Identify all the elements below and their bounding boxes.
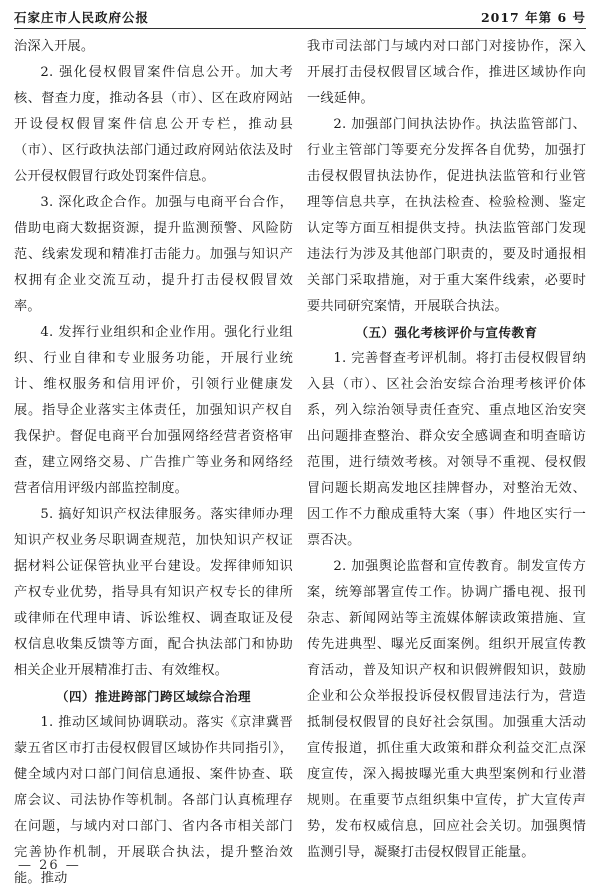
right-column bbox=[307, 34, 586, 860]
issue-number: 2017 年第 6 号 bbox=[480, 10, 586, 25]
paragraph: 2. 加强部门间执法协作。执法监管部门、行业主管部门等要充分发挥各自优势，加强打击侵权假冒执法协作，促进执法监管和行业管理等信息共享，在执法检查、检验检测、鉴定认定等方面互相提供支持。执法监管部门发现违法行为涉及其他部门职责的，要及时通报相关部门采取措施，对于重大案件线索，必要时要共同研究案情，开展联合执法。 bbox=[307, 117, 586, 314]
page-header bbox=[14, 6, 586, 29]
paragraph: 1. 完善督查考评机制。将打击侵权假冒纳入县（市）、区社会治安综合治理考核评价体系，列入综治领导责任查究、重点地区治安突出问题排查整治、群众安全感调查和明查暗访范围，进行绩效考核。对领导不重视、侵权假冒问题长期高发地区挂牌督办，对整治无效、因工作不力酿成重特大案（事）件地区实行一票否决。 bbox=[307, 351, 586, 548]
paragraph: 3. 深化政企合作。加强与电商平台合作，借助电商大数据资源，提升监测预警、风险防范、线索发现和精准打击能力。加强与知识产权拥有企业交流互动，提升打击侵权假冒效率。 bbox=[14, 195, 293, 314]
paragraph: 4. 发挥行业组织和企业作用。强化行业组织、行业自律和专业服务功能，开展行业统计、维权服务和信用评价，引领行业健康发展。指导企业落实主体责任，加强知识产权自我保护。督促电商平台加强网络经营者资格审查，建立网络交易、广告推广等业务和网络经营者信用评级内部监控制度。 bbox=[14, 325, 293, 496]
paragraph: 2. 强化侵权假冒案件信息公开。加大考核、督查力度，推动各县（市）、区在政府网站开设侵权假冒案件信息公开专栏，推动县（市）、区行政执法部门通过政府网站依法及时公开侵权假冒行政处罚案件信息。 bbox=[14, 65, 293, 184]
page-number: — 26 — bbox=[18, 858, 81, 873]
section-heading: （五）强化考核评价与宣传教育 bbox=[355, 325, 538, 340]
paragraph: 我市司法部门与域内对口部门对接协作，深入开展打击侵权假冒区域合作，推进区域协作向一线延伸。 bbox=[307, 39, 586, 106]
section-heading: （四）推进跨部门跨区域综合治理 bbox=[55, 689, 251, 704]
paragraph: 1. 推动区域间协调联动。落实《京津冀晋蒙五省区市打击侵权假冒区域协作共同指引》，健全域内对口部门间信息通报、案件协查、联席会议、司法协作等机制。各部门认真梳理存在问题，与域内对口部门、省内各市相关部门完善协作机制，开展联合执法，提升整治效能。推动 bbox=[14, 715, 293, 886]
paragraph: 5. 搞好知识产权法律服务。落实律师办理知识产权业务尽职调查规范，加快知识产权证据材料公证保管执业平台建设。发挥律师知识产权专业优势，指导具有知识产权专长的律所或律师在代理申请、诉讼维权、调查取证及侵权信息收集反馈等方面，配合执法部门和协助相关企业开展精准打击、有效维权。 bbox=[14, 507, 293, 678]
paragraph: 治深入开展。 bbox=[14, 39, 95, 54]
publication-title: 石家庄市人民政府公报 bbox=[14, 10, 150, 25]
paragraph: 2. 加强舆论监督和宣传教育。制发宣传方案，统筹部署宣传工作。协调广播电视、报刊杂志、新闻网站等主流媒体解读政策措施、宣传先进典型、曝光反面案例。组织开展宣传教育活动，普及知识产权和识假辨假知识，鼓励企业和公众举报投诉侵权假冒违法行为，营造抵制侵权假冒的良好社会氛围。加强重大活动宣传报道，抓住重大政策和群众利益交汇点深度宣传，深入揭披曝光重大典型案例和行业潜规则。在重要节点组织集中宣传，扩大宣传声势，发布权威信息，回应社会关切。加强舆情监测引导，凝聚打击侵权假冒正能量。 bbox=[307, 559, 586, 860]
